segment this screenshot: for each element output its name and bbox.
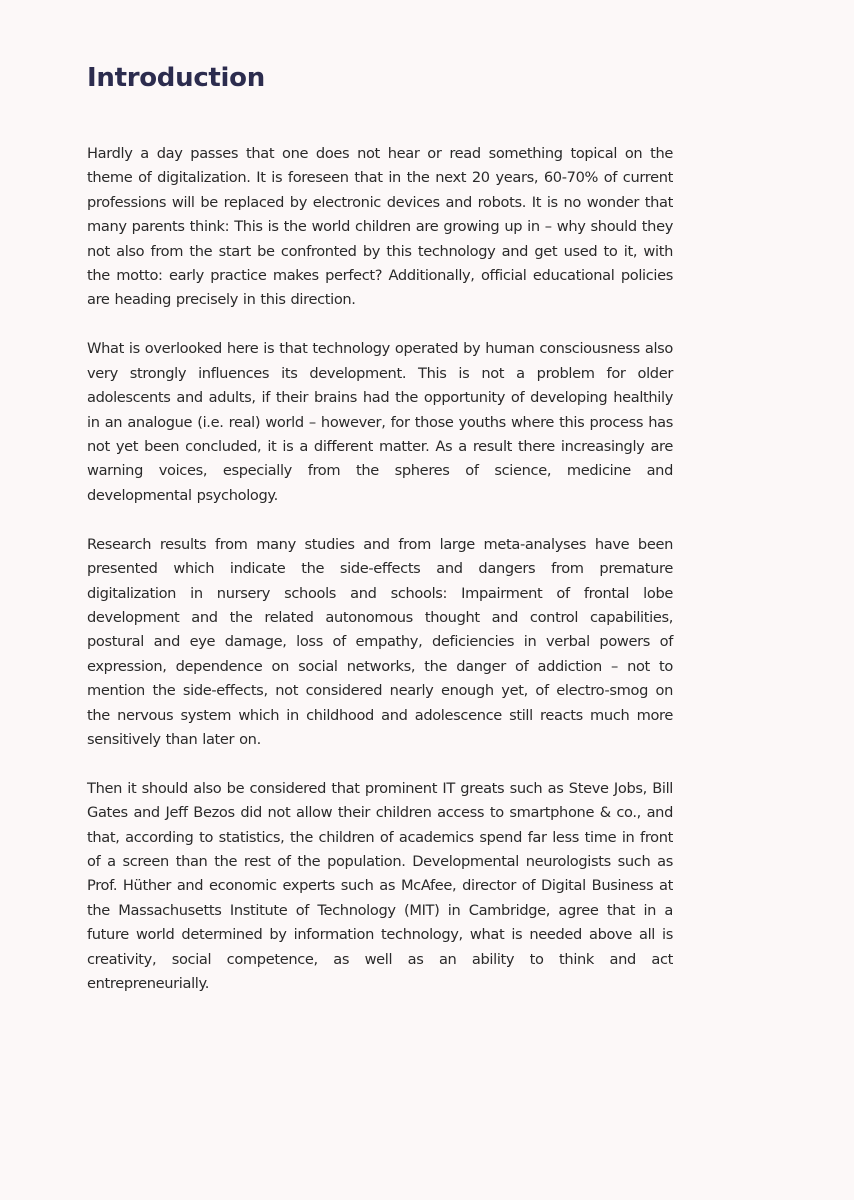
page-title: Introduction xyxy=(87,63,265,93)
paragraph-2: What is overlooked here is that technology operated by human consciousness also very strongly influences its development. This is not a problem for older adolescents and adults, if their brains had the opportunity of developing healthily in an analogue (i.e. real) world – however, for those youths where this process has not yet been concluded, it is a different matter. As a result there increasingly are warning voices, especially from the spheres of science, medicine and developmental psychology. xyxy=(87,340,673,504)
body-text xyxy=(87,142,673,1021)
paragraph-1: Hardly a day passes that one does not hear or read something topical on the theme of digitalization. It is foreseen that in the next 20 years, 60-70% of current professions will be replaced by electronic devices and robots. It is no wonder that many parents think: This is the world children are growing up in – why should they not also from the start be confronted by this technology and get used to it, with the motto: early practice makes perfect? Additionally, official educational policies are heading precisely in this direction. xyxy=(87,145,673,309)
paragraph-3: Research results from many studies and from large meta-analyses have been presented which indicate the side-effects and dangers from premature digitalization in nursery schools and schools: Impairment of frontal lobe development and the related autonomous thought and control capabilities, postural and eye damage, loss of empathy, deficiencies in verbal powers of expression, dependence on social networks, the danger of addiction – not to mention the side-effects, not considered nearly enough yet, of electro-smog on the nervous system which in childhood and adolescence still reacts much more sensitively than later on. xyxy=(87,535,673,748)
paragraph-4: Then it should also be considered that prominent IT greats such as Steve Jobs, Bill Gates and Jeff Bezos did not allow their children access to smartphone & co., and that, according to statistics, the children of academics spend far less time in front of a screen than the rest of the population. Developmental neurologists such as Prof. Hüther and economic experts such as McAfee, director of Digital Business at the Massachusetts Institute of Technology (MIT) in Cambridge, agree that in a future world determined by information technology, what is needed above all is creativity, social competence, as well as an ability to think and act entrepreneurially. xyxy=(87,779,673,993)
